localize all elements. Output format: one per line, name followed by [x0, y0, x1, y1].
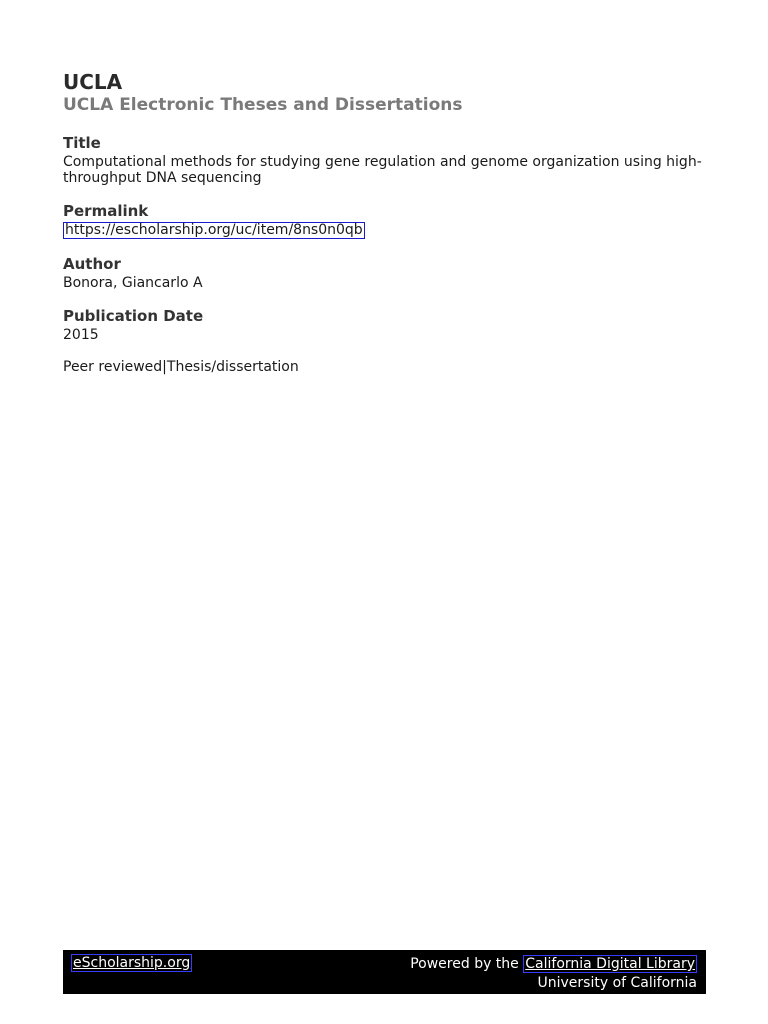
escholarship-link[interactable]: eScholarship.org [73, 955, 191, 971]
author-value: Bonora, Giancarlo A [63, 275, 203, 291]
footer-bar [63, 950, 706, 994]
title-line-2: throughput DNA sequencing [63, 170, 262, 186]
permalink-link[interactable]: https://escholarship.org/uc/item/8ns0n0qb [65, 222, 363, 238]
title-line-1: Computational methods for studying gene regulation and genome organization using high- [63, 154, 702, 170]
permalink-label: Permalink [63, 202, 149, 220]
series-name: UCLA Electronic Theses and Dissertations [63, 95, 463, 115]
permalink-row [63, 222, 706, 239]
cover-page [63, 70, 706, 375]
footer-left [71, 955, 192, 971]
university-name: University of California [537, 975, 697, 991]
powered-by-line [410, 955, 697, 974]
author-label: Author [63, 255, 121, 273]
organization-name: UCLA [63, 70, 123, 94]
powered-by-text: Powered by the [410, 956, 524, 972]
publication-date-label: Publication Date [63, 307, 204, 325]
title-label: Title [63, 134, 101, 152]
cdl-link[interactable]: California Digital Library [525, 956, 695, 972]
review-status: Peer reviewed|Thesis/dissertation [63, 359, 299, 375]
publication-date-value: 2015 [63, 327, 99, 343]
footer-right [410, 955, 697, 993]
title-value [63, 154, 706, 186]
